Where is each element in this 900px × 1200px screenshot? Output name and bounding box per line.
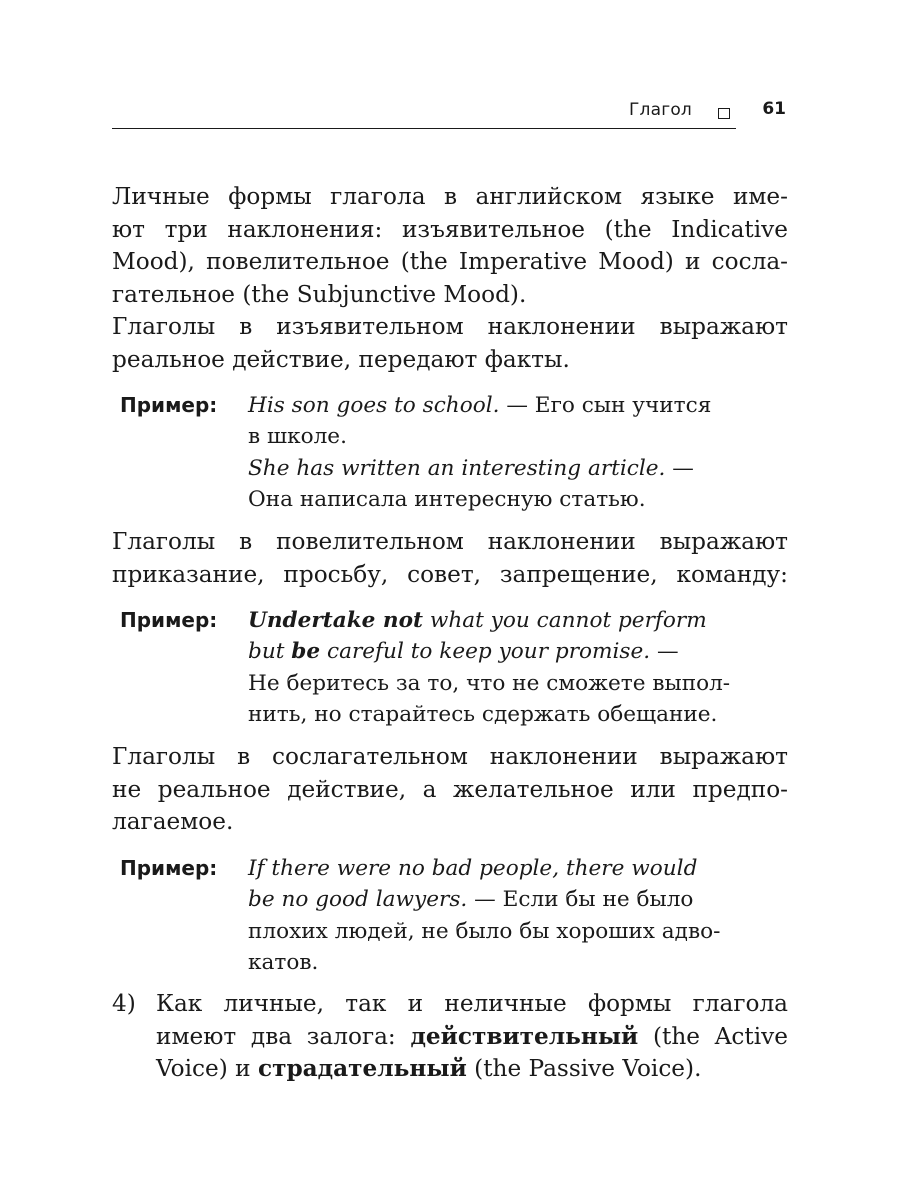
emphasized-verb: Undertake not <box>248 608 424 633</box>
list-number: 4) <box>112 990 136 1017</box>
example-line <box>248 636 758 667</box>
paragraph-subjunctive <box>112 741 788 839</box>
example-body <box>248 390 758 515</box>
translation: — Его сын учится <box>499 393 712 418</box>
text-line: Глаголы в изъявительном наклонении выражают <box>112 313 788 340</box>
text-line: не реальное действие, а желательное или предпо- <box>112 775 788 803</box>
header-rule <box>112 128 736 129</box>
example-line: в школе. <box>248 424 347 450</box>
english-sentence: be no good lawyers. <box>248 887 468 913</box>
example-body <box>248 853 758 978</box>
page-number: 61 <box>762 99 786 119</box>
text-run: имеют два залога: <box>156 1022 411 1050</box>
text-line: Как личные, так и неличные формы глагола <box>156 990 788 1017</box>
english-sentence: what you cannot perform <box>423 608 707 633</box>
example-label: Пример: <box>120 393 218 417</box>
text-line: Глаголы в сослагательном наклонении выражают <box>112 743 788 770</box>
text-line: Mood), повелительное (the Imperative Mood) и сосла- <box>112 248 788 275</box>
example-line: плохих людей, не было бы хороших адво- <box>248 918 721 944</box>
example-label: Пример: <box>120 856 218 880</box>
text-run: (the Active <box>638 1022 788 1050</box>
paragraph-indicative <box>112 311 788 376</box>
text-line: Глаголы в повелительном наклонении выражают <box>112 528 788 555</box>
example-line <box>248 390 758 421</box>
example-line: катов. <box>248 949 319 975</box>
example-line <box>248 605 758 636</box>
dash: — <box>650 639 679 665</box>
section-title: Глагол <box>628 100 692 120</box>
text-line: лагаемое. <box>112 808 234 835</box>
english-sentence: His son goes to school. <box>248 393 500 418</box>
term-active: действительный <box>410 1022 639 1050</box>
emphasized-verb: be <box>291 639 321 665</box>
text-line <box>156 1053 788 1086</box>
english-sentence: If there were no bad people, there would <box>248 856 698 881</box>
example-line: нить, но старайтесь сдержать обещание. <box>248 701 718 727</box>
text-line: приказание, просьбу, совет, запрещение, команду: <box>112 560 788 588</box>
text-run: Voice) и <box>156 1055 258 1082</box>
english-sentence: She has written an interesting article. <box>248 455 666 481</box>
square-bullet-icon <box>718 108 730 119</box>
example-line <box>248 453 758 484</box>
translation: — Если бы не было <box>467 887 694 913</box>
example-line <box>248 884 758 915</box>
text-line <box>156 1021 788 1054</box>
example-label: Пример: <box>120 608 218 632</box>
text-line: гательное (the Subjunctive Mood). <box>112 280 527 308</box>
paragraph-moods-intro <box>112 181 788 311</box>
example-line <box>248 853 758 884</box>
text-line: реальное действие, передают факты. <box>112 345 570 373</box>
example-body <box>248 605 758 730</box>
text-line: ют три наклонения: изъявительное (the Indicative <box>112 215 788 243</box>
english-sentence: careful to keep your promise. <box>320 639 651 665</box>
example-line: Не беритесь за то, что не сможете выпол- <box>248 670 731 696</box>
example-line: Она написала интересную статью. <box>248 486 646 512</box>
term-passive: страдательный <box>257 1055 467 1082</box>
english-sentence: but <box>248 639 292 665</box>
running-header <box>112 96 788 130</box>
list-body <box>156 988 788 1086</box>
paragraph-imperative <box>112 526 788 591</box>
text-run: (the Passive Voice). <box>466 1055 702 1082</box>
text-line: Личные формы глагола в английском языке име- <box>112 183 788 210</box>
dash: — <box>665 455 694 481</box>
